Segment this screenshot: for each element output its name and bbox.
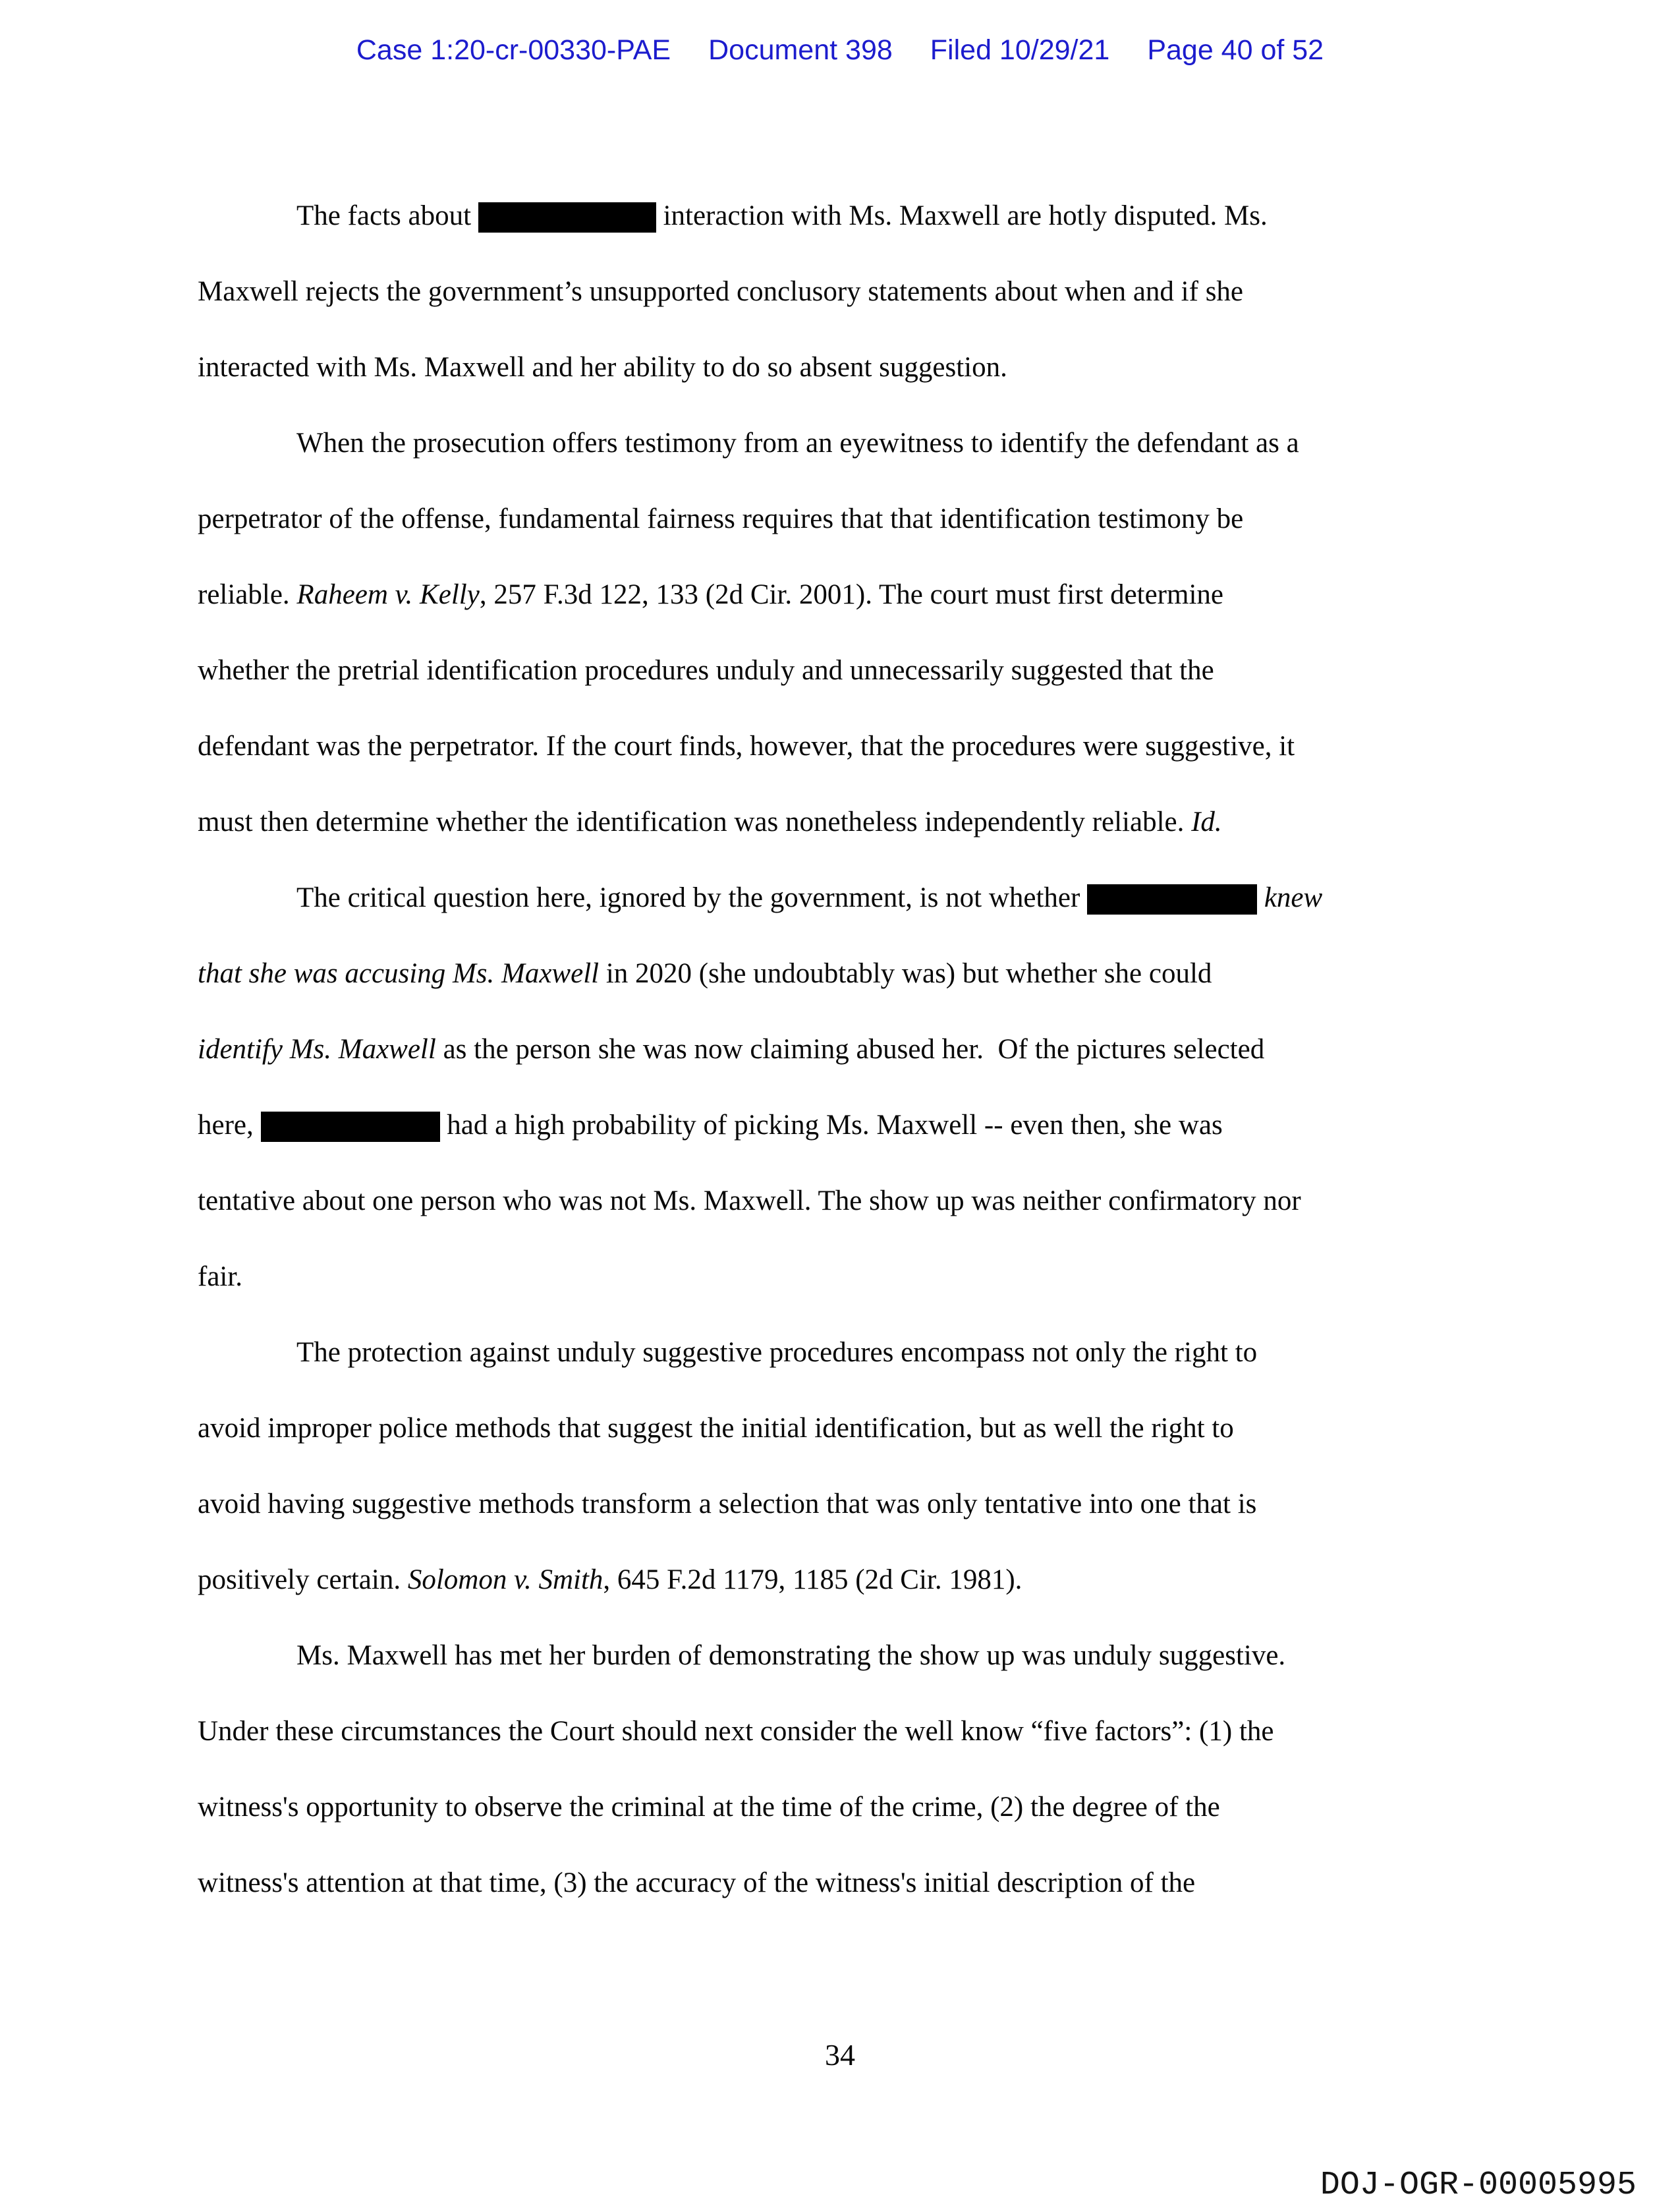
text-run: When the prosecution offers testimony from an eyewitness to identify the defendant as a: [296, 428, 1299, 459]
text-run: identify Ms. Maxwell: [198, 1034, 436, 1065]
text-line: [198, 557, 1499, 633]
text-run: witness's opportunity to observe the criminal at the time of the crime, (2) the degree of the: [198, 1792, 1220, 1823]
text-line: [198, 1163, 1499, 1239]
text-run: interaction with Ms. Maxwell are hotly disputed. Ms.: [656, 200, 1268, 231]
header-document-number: Document 398: [708, 34, 893, 66]
text-run: Id.: [1191, 807, 1222, 837]
text-run: , 645 F.2d 1179, 1185 (2d Cir. 1981).: [603, 1564, 1022, 1595]
text-run: The critical question here, ignored by the government, is not whether: [296, 882, 1088, 913]
text-line: [198, 936, 1499, 1011]
text-run: in 2020 (she undoubtably was) but whether she could: [599, 958, 1212, 989]
page-number: 34: [825, 2038, 855, 2072]
text-run: reliable.: [198, 579, 297, 610]
paragraph: [198, 405, 1499, 860]
text-line: [198, 860, 1499, 936]
text-run: avoid having suggestive methods transform a selection that was only tentative into one that is: [198, 1489, 1257, 1519]
text-line: [198, 254, 1499, 329]
text-run: The facts about: [296, 200, 478, 231]
text-run: that she was accusing Ms. Maxwell: [198, 958, 600, 989]
paragraph: [198, 860, 1499, 1315]
text-run: perpetrator of the offense, fundamental fairness requires that that identification testimony be: [198, 503, 1244, 534]
text-run: Maxwell rejects the government’s unsupported conclusory statements about when and if she: [198, 276, 1244, 307]
bates-number: DOJ-OGR-00005995: [1320, 2167, 1637, 2204]
text-run: interacted with Ms. Maxwell and her ability to do so absent suggestion.: [198, 352, 1007, 383]
text-run: defendant was the perpetrator. If the court finds, however, that the procedures were suggestive, it: [198, 731, 1295, 762]
text-run: had a high probability of picking Ms. Maxwell -- even then, she was: [439, 1110, 1223, 1141]
text-line: [198, 1087, 1499, 1163]
text-run: whether the pretrial identification procedures unduly and unnecessarily suggested that the: [198, 655, 1214, 686]
text-line: [198, 1693, 1499, 1769]
text-run: The protection against unduly suggestive procedures encompass not only the right to: [296, 1337, 1258, 1368]
redaction-bar: [1087, 884, 1257, 915]
text-run: witness's attention at that time, (3) the accuracy of the witness's initial description of the: [198, 1867, 1196, 1898]
paragraph: [198, 178, 1499, 405]
text-line: [198, 481, 1499, 557]
text-line: [198, 1239, 1499, 1315]
text-line: [198, 1618, 1499, 1693]
header-case-number: Case 1:20-cr-00330-PAE: [356, 34, 671, 66]
text-line: [198, 1769, 1499, 1845]
text-run: positively certain.: [198, 1564, 408, 1595]
document-body: [198, 178, 1499, 1921]
text-line: [198, 1542, 1499, 1618]
text-run: Ms. Maxwell has met her burden of demonstrating the show up was unduly suggestive.: [296, 1640, 1286, 1671]
text-run: Under these circumstances the Court should next consider the well know “five factors”: (1) the: [198, 1716, 1274, 1747]
text-run: avoid improper police methods that suggest the initial identification, but as well the right to: [198, 1413, 1234, 1444]
text-run: knew: [1264, 882, 1323, 913]
text-line: [198, 784, 1499, 860]
paragraph: [198, 1618, 1499, 1921]
text-line: [198, 633, 1499, 708]
text-line: [198, 1315, 1499, 1390]
text-run: Raheem v. Kelly: [296, 579, 480, 610]
text-line: [198, 329, 1499, 405]
text-line: [198, 178, 1499, 254]
text-line: [198, 1466, 1499, 1542]
text-run: Solomon v. Smith: [407, 1564, 603, 1595]
text-run: [1257, 882, 1264, 913]
text-run: , 257 F.3d 122, 133 (2d Cir. 2001). The court must first determine: [479, 579, 1223, 610]
text-run: here,: [198, 1110, 261, 1141]
redaction-bar: [261, 1112, 440, 1142]
redaction-bar: [478, 202, 656, 233]
ecf-header-stamp: [0, 34, 1680, 67]
text-line: [198, 405, 1499, 481]
text-line: [198, 1390, 1499, 1466]
text-run: as the person she was now claiming abused her. Of the pictures selected: [435, 1034, 1265, 1065]
header-filed-date: Filed 10/29/21: [930, 34, 1110, 66]
header-page-count: Page 40 of 52: [1147, 34, 1324, 66]
text-line: [198, 1845, 1499, 1921]
paragraph: [198, 1315, 1499, 1618]
text-run: tentative about one person who was not Ms. Maxwell. The show up was neither confirmatory nor: [198, 1185, 1301, 1216]
text-run: must then determine whether the identification was nonetheless independently reliable.: [198, 807, 1192, 837]
text-line: [198, 1011, 1499, 1087]
text-line: [198, 708, 1499, 784]
text-run: fair.: [198, 1261, 243, 1292]
